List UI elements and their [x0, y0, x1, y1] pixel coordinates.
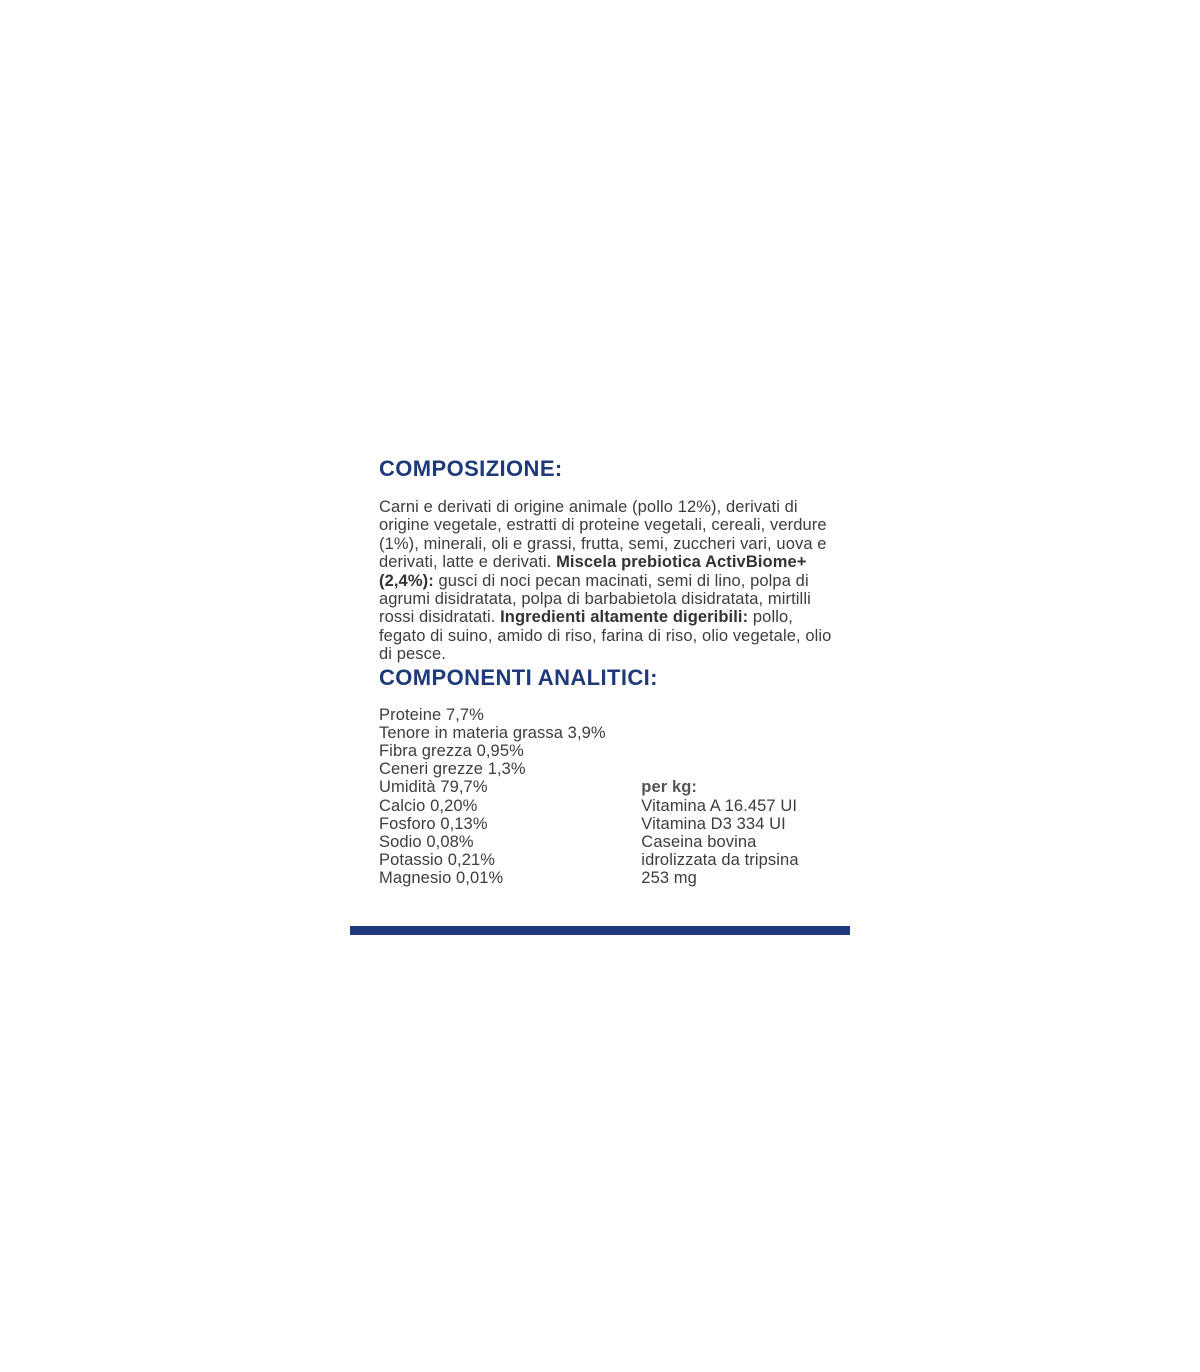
- analytics-table: [379, 706, 840, 888]
- analytic-row: Umidità 79,7%: [379, 778, 488, 797]
- analytic-row: Tenore in materia grassa 3,9%: [379, 723, 606, 742]
- analytics-heading: COMPONENTI ANALITICI:: [379, 664, 658, 690]
- analytic-row: Proteine 7,7%: [379, 705, 484, 724]
- label-content: [350, 455, 850, 888]
- analytic-row: Potassio 0,21%: [379, 851, 496, 870]
- per-kg-list: [641, 706, 840, 888]
- digestible-ingredients-label: Ingredienti altamente digeribili:: [500, 608, 749, 627]
- composition-heading: COMPOSIZIONE:: [379, 456, 563, 481]
- analytic-row: Sodio 0,08%: [379, 833, 474, 852]
- analytic-row: Ceneri grezze 1,3%: [379, 760, 526, 779]
- per-kg-row: Caseina bovina: [641, 833, 757, 852]
- composition-text-part-3: pollo, fegato di suino, amido di riso, farina di riso, olio vegetale, olio di pesce.: [379, 608, 832, 664]
- per-kg-row: Vitamina A 16.457 UI: [641, 796, 798, 815]
- prebiotic-blend-label: Miscela prebiotica ActivBiome+ (2,4%):: [379, 553, 807, 590]
- per-kg-row: idrolizzata da tripsina: [641, 851, 799, 870]
- analytic-row: Calcio 0,20%: [379, 796, 478, 815]
- analytic-row: Fosforo 0,13%: [379, 814, 488, 833]
- per-kg-label: per kg:: [641, 778, 698, 797]
- composition-text-part-1: Carni e derivati di origine animale (pollo 12%), derivati di origine vegetale, estratti di proteine vegetali, cereali, verdure (1%), minerali, oli e grassi, frutta, semi, zuccheri vari, uova e derivati, latte e derivati.: [379, 498, 827, 572]
- nutrition-label: [350, 455, 850, 888]
- per-kg-row: 253 mg: [641, 869, 697, 888]
- composition-text-part-2: gusci di noci pecan macinati, semi di lino, polpa di agrumi disidratata, polpa di barbabietola disidratata, mirtilli rossi disidratati.: [379, 571, 811, 627]
- bottom-divider-bar: [350, 926, 850, 935]
- analytic-components-list: [379, 706, 641, 888]
- analytic-row: Fibra grezza 0,95%: [379, 742, 524, 761]
- per-kg-row: Vitamina D3 334 UI: [641, 814, 786, 833]
- composition-text: [379, 498, 840, 664]
- analytic-row: Magnesio 0,01%: [379, 869, 504, 888]
